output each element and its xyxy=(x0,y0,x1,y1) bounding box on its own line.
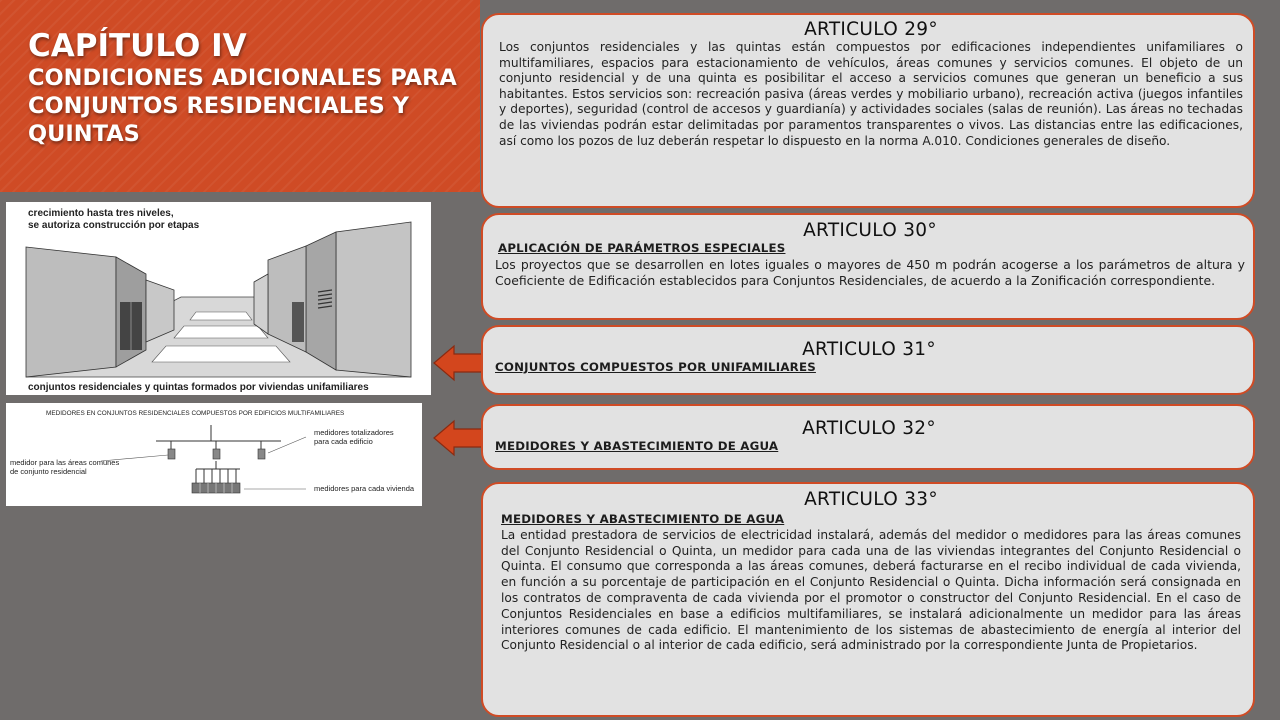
article-29-heading: ARTICULO 29° xyxy=(804,19,938,40)
fig1-label-top-2: se autoriza construcción por etapas xyxy=(28,220,200,231)
article-31-heading: ARTICULO 31° xyxy=(802,339,936,360)
article-32-subtitle: MEDIDORES Y ABASTECIMIENTO DE AGUA xyxy=(495,439,779,453)
perspective-drawing xyxy=(6,202,431,395)
article-33-body: La entidad prestadora de servicios de electricidad instalará, además del medidor o medidores para las áreas comunes del Conjunto Residencial o Quinta, un medidor para cada una de las viviendas integrantes del Conjunto Residencial o Quinta. El consumo que corresponda a las áreas comunes, deberá facturarse en el recibo individual de cada vivienda, en función a su porcentaje de participación en el Conjunto Residencial o Quinta. Dicha información será consignada en los contratos de compraventa de cada vivienda por el promotor o constructor del Conjunto Residencial. En el caso de Conjuntos Residenciales en base a edificios multifamiliares, se instalará adicionalmente un medidor para las áreas interiores comunes de cada edificio. El mantenimiento de los sistemas de abastecimiento de energía al interior del Conjunto Residencial o al interior de cada edificio, será administrado por la correspondiente Junta de Propietarios. xyxy=(501,527,1241,653)
article-33-card xyxy=(481,482,1255,717)
article-32-heading: ARTICULO 32° xyxy=(802,418,936,439)
chapter-subtitle: CONDICIONES ADICIONALES PARA CONJUNTOS RESIDENCIALES Y QUINTAS xyxy=(28,65,457,147)
fig1-label-bottom: conjuntos residenciales y quintas formados por viviendas unifamiliares xyxy=(28,382,369,393)
article-29-body: Los conjuntos residenciales y las quintas están compuestos por edificaciones independientes unifamiliares o multifamiliares, espacios para estacionamiento de vehículos, áreas comunes y servicios comunes. El objeto de un conjunto residencial y de una quinta es posibilitar el acceso a servicios comunes que generan un beneficio a sus habitantes. Estos servicios son: recreación pasiva (áreas verdes y mobiliario urbano), recreación activa (juegos infantiles y deportes), seguridad (control de accesos y guardianía) y actividades sociales (salas de reunión). Las áreas no techadas de las viviendas podrán estar delimitadas por paramentos transparentes o vivos. Las distancias entre las edificaciones, así como los pozos de luz deberán respetar lo dispuesto en la norma A.010. Condiciones generales de diseño. xyxy=(499,40,1243,148)
meters-diagram xyxy=(6,403,422,506)
slide-title xyxy=(28,28,478,148)
article-30-subtitle: APLICACIÓN DE PARÁMETROS ESPECIALES xyxy=(498,241,786,255)
article-30-heading: ARTICULO 30° xyxy=(803,220,937,241)
fig2-label-totalizer-1: medidores totalizadores xyxy=(314,428,394,437)
fig2-label-common-1: medidor para las áreas comunes xyxy=(10,458,120,467)
fig1-label-top-1: crecimiento hasta tres niveles, xyxy=(28,208,174,219)
chapter-title: CAPÍTULO IV xyxy=(28,28,247,64)
article-31-subtitle: CONJUNTOS COMPUESTOS POR UNIFAMILIARES xyxy=(495,360,816,374)
fig2-title: MEDIDORES EN CONJUNTOS RESIDENCIALES COMPUESTOS POR EDIFICIOS MULTIFAMILIARES xyxy=(46,410,345,417)
article-30-card xyxy=(481,213,1255,320)
article-29-card xyxy=(481,13,1255,208)
title-panel xyxy=(0,0,480,192)
article-33-heading: ARTICULO 33° xyxy=(804,489,938,510)
fig2-label-each: medidores para cada vivienda xyxy=(314,484,415,493)
meters-diagram-drawing xyxy=(6,403,422,506)
article-30-body: Los proyectos que se desarrollen en lotes iguales o mayores de 450 m podrán acogerse a los parámetros de altura y Coeficiente de Edificación establecidos para Conjuntos Residenciales, de acuerdo a la Zonificación correspondiente. xyxy=(495,256,1245,288)
illustration-single-family xyxy=(6,202,431,395)
article-32-card xyxy=(481,404,1255,470)
fig2-label-common-2: de conjunto residencial xyxy=(10,467,87,476)
article-33-subtitle: MEDIDORES Y ABASTECIMIENTO DE AGUA xyxy=(501,512,785,526)
fig2-label-totalizer-2: para cada edificio xyxy=(314,437,373,446)
article-31-card xyxy=(481,325,1255,395)
